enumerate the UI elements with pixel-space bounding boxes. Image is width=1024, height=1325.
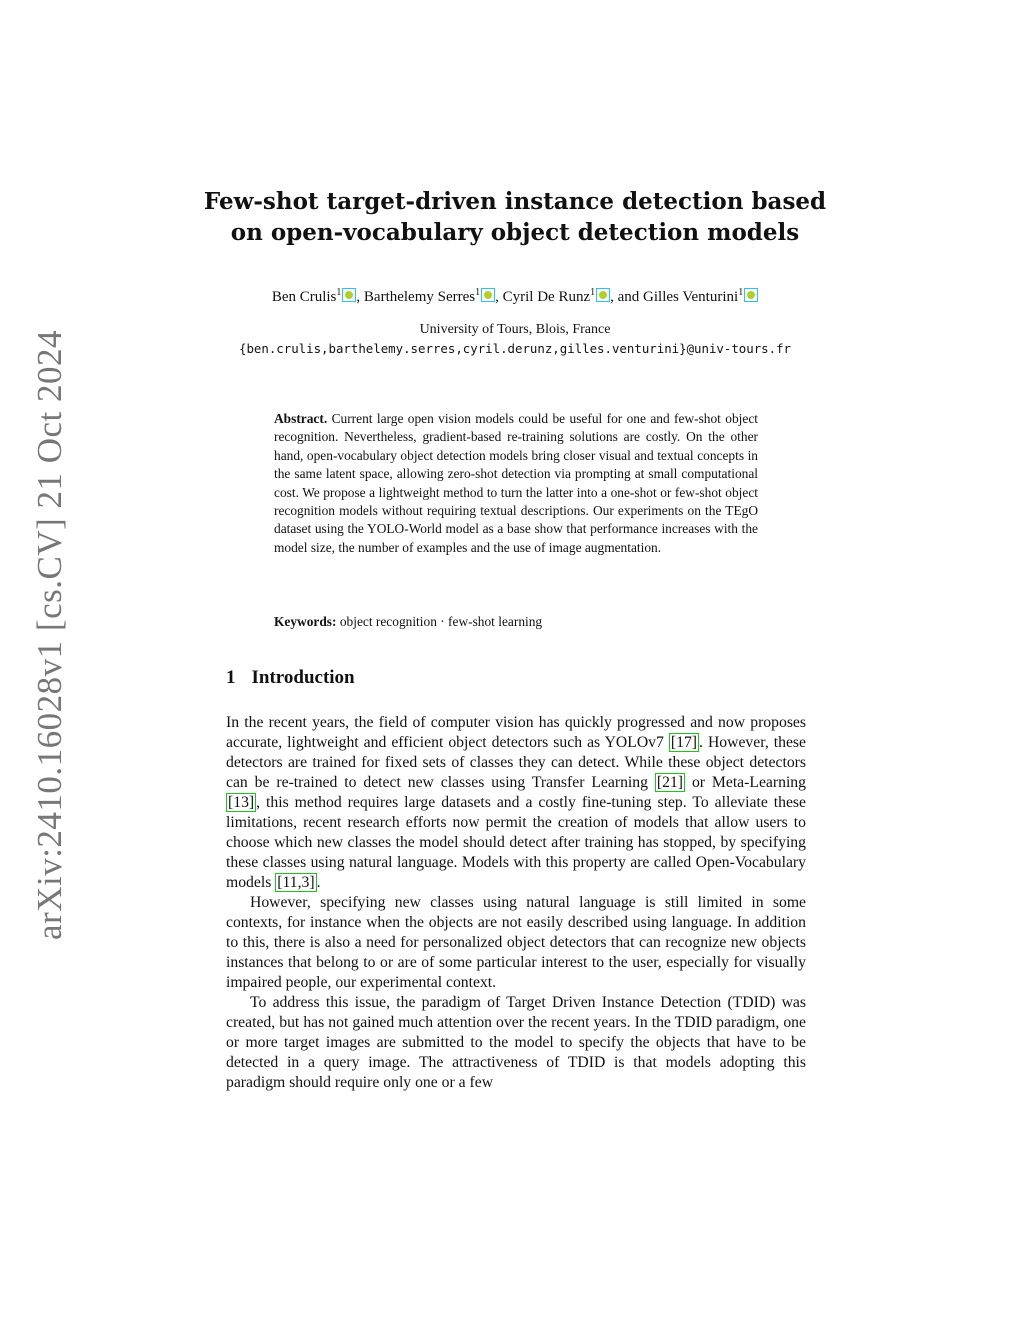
author-separator: , and [610, 289, 644, 305]
affiliation-marker: 1 [336, 287, 342, 298]
paragraph-1 [226, 713, 806, 893]
title-line-2: on open-vocabulary object detection models [230, 219, 800, 246]
orcid-icon[interactable] [481, 288, 495, 302]
section-number: 1 [226, 667, 236, 688]
author-separator: , [495, 289, 503, 305]
affiliation-marker: 1 [475, 287, 481, 298]
affiliation-marker: 1 [738, 287, 744, 298]
affiliation-marker: 1 [590, 287, 596, 298]
author-separator: , [356, 289, 364, 305]
author-name: Gilles Venturini [643, 289, 739, 305]
author-name: Barthelemy Serres [363, 289, 476, 305]
paragraph-text: or Meta-Learning [685, 774, 806, 791]
section-title: Introduction [251, 667, 355, 688]
arxiv-identifier: arXiv:2410.16028v1 [cs.CV] 21 Oct 2024 [30, 329, 69, 940]
abstract-label: Abstract. [274, 411, 328, 426]
author [503, 289, 643, 305]
paragraph-text: . However, these detectors are trained for fixed sets of classes they can detect. While these object detectors can be re-trained to detect new classes using Transfer Learning [226, 734, 806, 791]
keywords-text: object recognition · few-shot learning [339, 614, 543, 629]
abstract-text: Current large open vision models could be useful for one and few-shot object recognition. Nevertheless, gradient-based re-training solutions are costly. On the other hand, open-vocabulary object detection models bring closer visual and textual concepts in the same latent space, allowing zero-shot detection via prompting at small computational cost. We propose a lightweight method to turn the latter into a one-shot or few-shot object recognition models without requiring textual descriptions. Our experiments on the TEgO dataset using the YOLO-World model as a base show that performance increases with the model size, the number of examples and the use of image augmentation. [274, 411, 758, 555]
orcid-icon[interactable] [342, 288, 356, 302]
citation-link[interactable]: [21] [656, 774, 684, 791]
keywords-label: Keywords: [274, 614, 337, 629]
paragraph-text: . [316, 874, 321, 891]
citation-link[interactable]: [11,3] [277, 874, 315, 891]
author-name: Ben Crulis [271, 289, 337, 305]
abstract [274, 410, 758, 557]
paragraph-3: To address this issue, the paradigm of Target Driven Instance Detection (TDID) was created, but has not gained much attention over the recent years. In the TDID paradigm, one or more target images are submitted to the model to specify the objects that have to be detected in a query image. The attractiveness of TDID is that models adopting this paradigm should require only one or a few [226, 994, 806, 1091]
keywords [274, 613, 758, 631]
author [272, 289, 364, 305]
paper-title [200, 186, 830, 248]
author [643, 289, 758, 305]
title-line-1: Few-shot target-driven instance detection based [203, 188, 827, 215]
paragraph-text: In the recent years, the field of computer vision has quickly progressed and now proposes accurate, lightweight and efficient object detectors such as YOLOv7 [226, 714, 806, 751]
section-body [226, 713, 806, 1093]
paragraph-text: , this method requires large datasets and a costly fine-tuning step. To alleviate these limitations, recent research efforts now permit the creation of models that allow users to choose which new classes the model should detect after training has stopped, by specifying these classes using natural language. Models with this property are called Open-Vocabulary models [226, 794, 806, 891]
author-emails[interactable]: {ben.crulis,barthelemy.serres,cyril.derunz,gilles.venturini}@univ-tours.fr [238, 341, 792, 356]
author [364, 289, 503, 305]
section-heading [226, 667, 355, 689]
author-list [170, 283, 860, 307]
citation-link[interactable]: [17] [670, 734, 698, 751]
affiliation: University of Tours, Blois, France [419, 322, 611, 337]
orcid-icon[interactable] [596, 288, 610, 302]
author-name: Cyril De Runz [502, 289, 591, 305]
citation-link[interactable]: [13] [228, 794, 255, 811]
orcid-icon[interactable] [744, 288, 758, 302]
paragraph-2: However, specifying new classes using natural language is still limited in some contexts, for instance when the objects are not easily described using language. In addition to this, there is also a need for personalized object detectors that can recognize new objects instances that belong to or are of some particular interest to the user, especially for visually impaired people, our experimental context. [226, 894, 806, 991]
